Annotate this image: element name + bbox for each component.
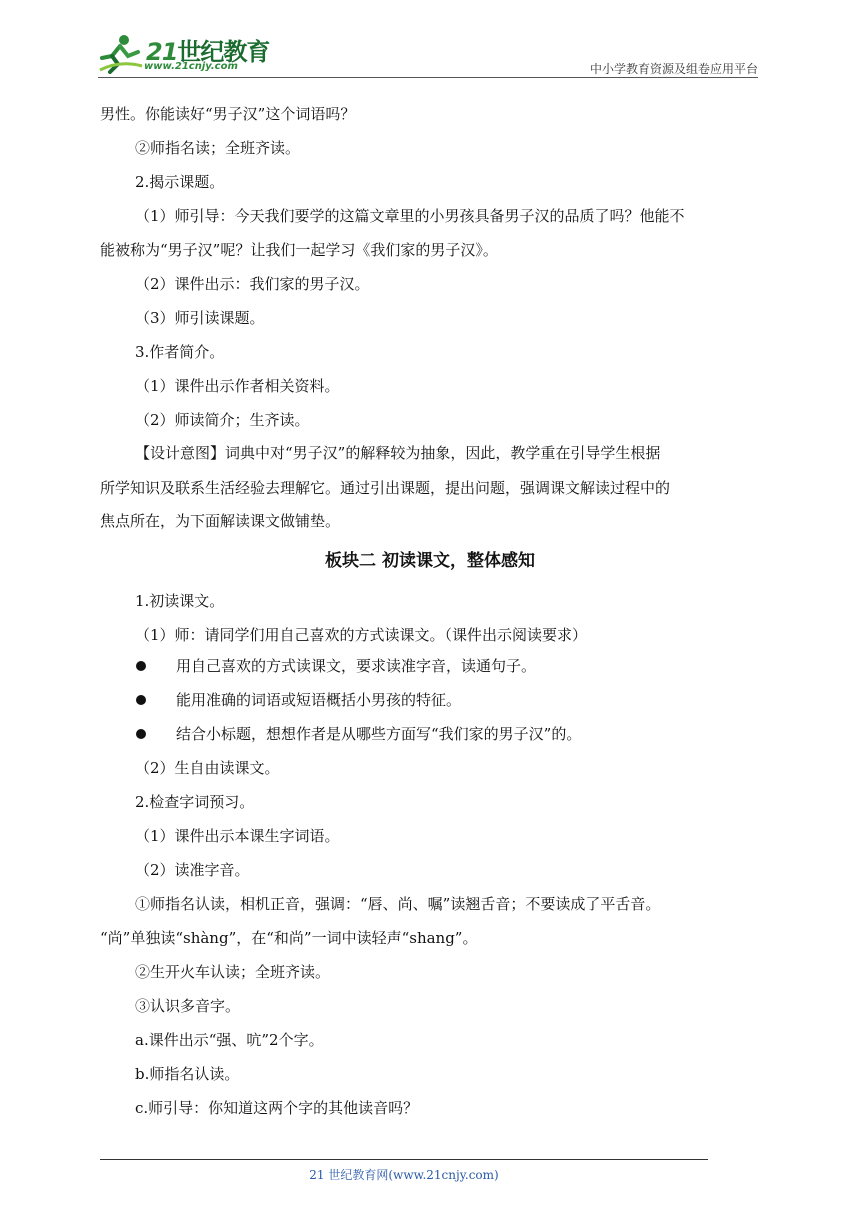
text-line: 1.初读课文。: [135, 592, 225, 610]
text-line: “尚”单独读“shàng”，在“和尚”一词中读轻声“shang”。: [100, 929, 478, 947]
logo-number: 21: [146, 38, 178, 66]
footer-divider: [100, 1159, 708, 1160]
text-line: a.课件出示“强、吭”2个字。: [135, 1031, 324, 1049]
text-line: （2）读准字音。: [135, 861, 250, 879]
text-line: （1）师：请同学们用自己喜欢的方式读课文。（课件出示阅读要求）: [135, 626, 588, 644]
site-logo[interactable]: [98, 30, 268, 78]
text-line: （2）生自由读课文。: [135, 759, 280, 777]
page-header: [98, 30, 758, 80]
text-line: ②生开火车认读；全班齐读。: [135, 963, 331, 981]
bullet-text: 能用准确的词语或短语概括小男孩的特征。: [176, 691, 462, 709]
text-line: c.师引导：你知道这两个字的其他读音吗？: [135, 1099, 419, 1117]
text-line: b.师指名认读。: [135, 1065, 240, 1083]
text-line: ③认识多音字。: [135, 997, 241, 1015]
bullet-dot: [136, 661, 146, 671]
bullet-text: 用自己喜欢的方式读课文，要求读准字音，读通句子。: [176, 657, 537, 675]
text-line: （3）师引读课题。: [135, 309, 265, 327]
text-line: 3.作者简介。: [135, 343, 225, 361]
text-line: ①师指名认读，相机正音，强调：“唇、尚、嘱”读翘舌音；不要读成了平舌音。: [135, 895, 661, 913]
text-line: （2）课件出示：我们家的男子汉。: [135, 275, 370, 293]
header-divider: [98, 77, 758, 78]
text-line: （1）师引导：今天我们要学的这篇文章里的小男孩具备男子汉的品质了吗？他能不: [135, 207, 685, 225]
text-line: 2.揭示课题。: [135, 173, 225, 191]
bullet-text: 结合小标题，想想作者是从哪些方面写“我们家的男子汉”的。: [176, 725, 582, 743]
text-line: ②师指名读；全班齐读。: [135, 139, 301, 157]
text-line: （2）师读简介；生齐读。: [135, 411, 310, 429]
design-intent-line: 【设计意图】词典中对“男子汉”的解释较为抽象，因此，教学重在引导学生根据: [135, 444, 661, 462]
text-line: 男性。你能读好“男子汉”这个词语吗？: [100, 105, 356, 123]
text-line: （1）课件出示本课生字词语。: [135, 827, 340, 845]
logo-name: 世纪教育: [177, 38, 270, 66]
footer-link[interactable]: 21 世纪教育网(www.21cnjy.com): [309, 1168, 499, 1182]
bullet-dot: [136, 729, 146, 739]
text-line: 能被称为“男子汉”呢？让我们一起学习《我们家的男子汉》。: [100, 241, 498, 259]
text-line: （1）课件出示作者相关资料。: [135, 377, 340, 395]
design-intent-line: 所学知识及联系生活经验去理解它。通过引出课题，提出问题，强调课文解读过程中的: [100, 479, 671, 497]
text-line: 2.检查字词预习。: [135, 793, 255, 811]
design-intent-line: 焦点所在，为下面解读课文做铺垫。: [100, 512, 341, 530]
runner-logo-icon: [98, 34, 144, 74]
logo-url: www.21cnjy.com: [144, 61, 238, 72]
section-heading: 板块二 初读课文，整体感知: [325, 551, 535, 571]
site-slogan: 中小学教育资源及组卷应用平台: [589, 62, 758, 76]
bullet-dot: [136, 695, 146, 705]
